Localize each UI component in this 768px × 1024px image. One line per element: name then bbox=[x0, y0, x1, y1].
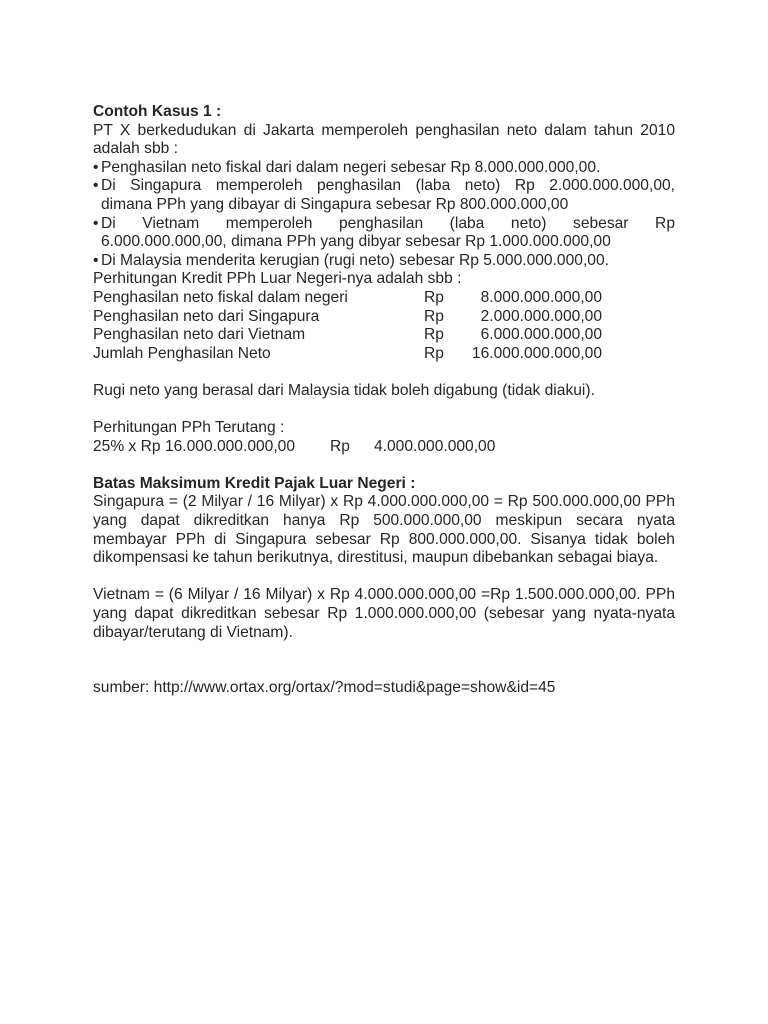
calc-row bbox=[93, 326, 675, 345]
calc-total-row bbox=[93, 345, 675, 364]
bullet-singapore-cont: dimana PPh yang dibayar di Singapura sebesar Rp 800.000.000,00 bbox=[101, 195, 569, 213]
calc-currency: Rp bbox=[424, 344, 444, 362]
calc-row bbox=[93, 289, 675, 308]
calc-label: Jumlah Penghasilan Neto bbox=[93, 344, 271, 362]
tax-row bbox=[93, 438, 675, 457]
bullet-vietnam bbox=[93, 215, 675, 234]
tax-heading: Perhitungan PPh Terutang : bbox=[93, 419, 285, 437]
calc-currency: Rp bbox=[424, 307, 444, 325]
bullet-dot: • bbox=[93, 158, 99, 176]
limit-heading: Batas Maksimum Kredit Pajak Luar Negeri : bbox=[93, 474, 416, 492]
calc-label: Penghasilan neto fiskal dalam negeri bbox=[93, 288, 348, 306]
tax-amount: 4.000.000.000,00 bbox=[374, 437, 496, 455]
singapore-paragraph: Singapura = (2 Milyar / 16 Milyar) x Rp 4.000.000.000,00 = Rp 500.000.000,00 PPh yang dapat dikreditkan hanya Rp 500.000.000,00 meskipun secara nyata membayar PPh di Singapura sebesar Rp 800.000.000,00. Sisanya tidak boleh dikompensasi ke tahun berikutnya, direstitusi, maupun dibebankan sebagai biaya. bbox=[93, 493, 675, 567]
intro-paragraph: PT X berkedudukan di Jakarta memperoleh penghasilan neto dalam tahun 2010 adalah sbb : bbox=[93, 121, 675, 158]
vietnam-paragraph: Vietnam = (6 Milyar / 16 Milyar) x Rp 4.000.000.000,00 =Rp 1.500.000.000,00. PPh yang dapat dikreditkan sebesar Rp 1.000.000.000,00 (sebesar yang nyata-nyata dibayar/terutang di Vietnam). bbox=[93, 586, 675, 641]
calc-amount: 16.000.000.000,00 bbox=[471, 344, 602, 362]
bullet-text: Di Singapura memperoleh penghasilan (laba neto) Rp 2.000.000.000,00, bbox=[101, 177, 675, 195]
malaysia-note: Rugi neto yang berasal dari Malaysia tidak boleh digabung (tidak diakui). bbox=[93, 381, 595, 399]
bullet-dot: • bbox=[93, 251, 99, 269]
bullet-singapore bbox=[93, 177, 675, 196]
calc-amount: 2.000.000.000,00 bbox=[480, 307, 602, 325]
bullet-text: Di Malaysia menderita kerugian (rugi neto) sebesar Rp 5.000.000.000,00. bbox=[101, 251, 609, 269]
tax-currency: Rp bbox=[330, 437, 350, 455]
calc-label: Penghasilan neto dari Vietnam bbox=[93, 326, 306, 344]
bullet-dot: • bbox=[93, 177, 99, 195]
source-line: sumber: http://www.ortax.org/ortax/?mod=studi&page=show&id=45 bbox=[93, 679, 556, 697]
calc-heading: Perhitungan Kredit PPh Luar Negeri-nya adalah sbb : bbox=[93, 270, 462, 288]
bullet-vietnam-cont: 6.000.000.000,00, dimana PPh yang dibyar sebesar Rp 1.000.000.000,00 bbox=[101, 233, 611, 251]
calc-amount: 8.000.000.000,00 bbox=[480, 288, 602, 306]
bullet-dot: • bbox=[93, 214, 99, 232]
calc-label: Penghasilan neto dari Singapura bbox=[93, 307, 320, 325]
calc-currency: Rp bbox=[424, 288, 444, 306]
bullet-domestic bbox=[93, 159, 675, 178]
tax-label: 25% x Rp 16.000.000.000,00 bbox=[93, 437, 296, 455]
case-title: Contoh Kasus 1 : bbox=[93, 103, 222, 120]
calc-currency: Rp bbox=[424, 326, 444, 344]
bullet-text: Penghasilan neto fiskal dari dalam negeri sebesar Rp 8.000.000.000,00. bbox=[101, 158, 601, 176]
document-page bbox=[93, 103, 675, 698]
calc-amount: 6.000.000.000,00 bbox=[480, 326, 602, 344]
calc-row bbox=[93, 308, 675, 327]
bullet-text: Di Vietnam memperoleh penghasilan (laba neto) sebesar Rp bbox=[101, 214, 675, 232]
bullet-malaysia bbox=[93, 252, 675, 271]
